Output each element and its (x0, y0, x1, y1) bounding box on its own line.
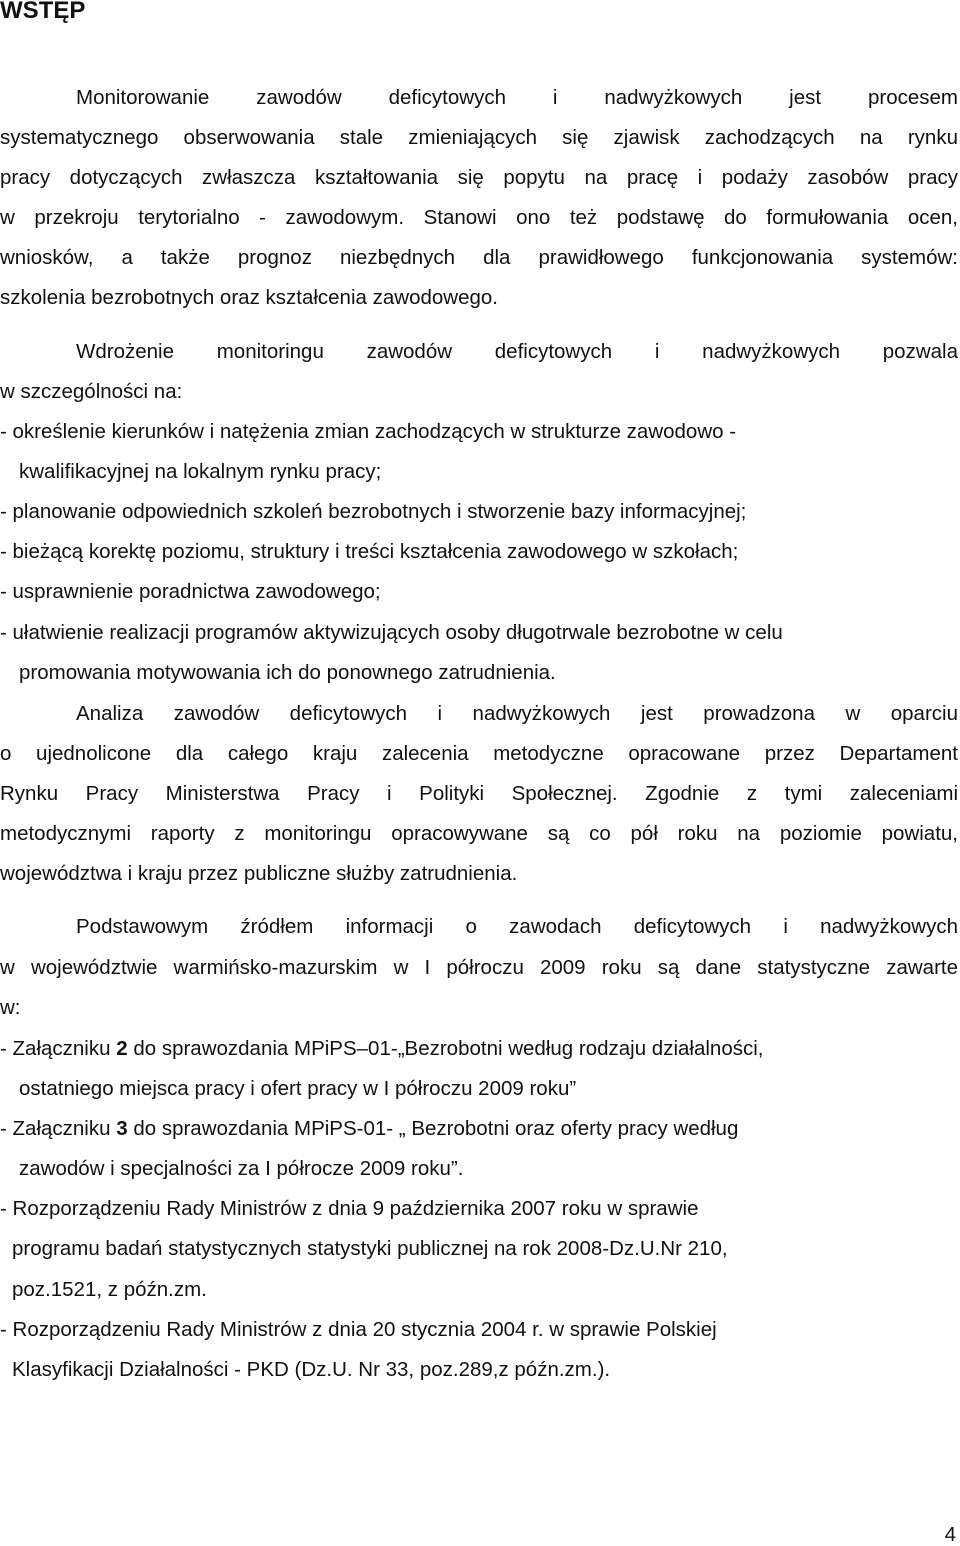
source-item-continuation: Klasyfikacji Działalności - PKD (Dz.U. Nr 33, poz.289,z późn.zm.). (12, 1358, 611, 1381)
paragraph3-line: o ujednolicone dla całego kraju zalecenia metodyczne opracowane przez Departament (0, 742, 958, 765)
list-item-continuation: promowania motywowania ich do ponownego zatrudnienia. (19, 661, 556, 684)
attachment-number: 2 (116, 1037, 128, 1060)
list-item-continuation: kwalifikacyjnej na lokalnym rynku pracy; (19, 460, 382, 483)
paragraph4-line: w województwie warmińsko-mazurskim w I półroczu 2009 roku są dane statystyczne zawarte (0, 956, 958, 979)
paragraph1-line: szkolenia bezrobotnych oraz kształcenia zawodowego. (0, 286, 498, 309)
attachment-number: 3 (116, 1117, 128, 1140)
list-item: - bieżącą korektę poziomu, struktury i treści kształcenia zawodowego w szkołach; (0, 540, 739, 563)
paragraph4-line: Podstawowym źródłem informacji o zawodach deficytowych i nadwyżkowych (76, 915, 958, 938)
section-heading: WSTĘP (0, 0, 86, 24)
paragraph3-line: województwa i kraju przez publiczne służby zatrudnienia. (0, 862, 518, 885)
source-item-text: do sprawozdania MPiPS–01-„Bezrobotni według rodzaju działalności, (127, 1037, 764, 1060)
list-item: - określenie kierunków i natężenia zmian zachodzących w strukturze zawodowo - (0, 420, 737, 443)
list-item: - usprawnienie poradnictwa zawodowego; (0, 580, 381, 603)
source-item-continuation: zawodów i specjalności za I półrocze 2009 roku”. (19, 1157, 464, 1180)
paragraph2-line: Wdrożenie monitoringu zawodów deficytowych i nadwyżkowych pozwala (76, 340, 958, 363)
list-item: - ułatwienie realizacji programów aktywizujących osoby długotrwale bezrobotne w celu (0, 621, 783, 644)
source-item-text: do sprawozdania MPiPS-01- „ Bezrobotni oraz oferty pracy według (127, 1117, 739, 1140)
source-item (0, 1116, 738, 1142)
paragraph1-line: systematycznego obserwowania stale zmieniających się zjawisk zachodzących na rynku (0, 126, 958, 149)
source-item-continuation: poz.1521, z późn.zm. (12, 1278, 207, 1301)
paragraph3-line: metodycznymi raporty z monitoringu opracowywane są co pół roku na poziomie powiatu, (0, 822, 958, 845)
paragraph1-line: pracy dotyczących zwłaszcza kształtowania się popytu na pracę i podaży zasobów pracy (0, 166, 958, 189)
source-item-continuation: ostatniego miejsca pracy i ofert pracy w I półroczu 2009 roku” (19, 1077, 577, 1100)
source-item-prefix: - Załączniku (0, 1117, 117, 1140)
paragraph1-line: w przekroju terytorialno - zawodowym. Stanowi ono też podstawę do formułowania ocen, (0, 206, 958, 229)
paragraph3-line: Rynku Pracy Ministerstwa Pracy i Polityki Społecznej. Zgodnie z tymi zaleceniami (0, 782, 958, 805)
page-number: 4 (944, 1523, 956, 1546)
paragraph1-line: wniosków, a także prognoz niezbędnych dla prawidłowego funkcjonowania systemów: (0, 246, 958, 269)
source-item: - Rozporządzeniu Rady Ministrów z dnia 20 stycznia 2004 r. w sprawie Polskiej (0, 1318, 717, 1341)
paragraph4-line: w: (0, 996, 21, 1019)
paragraph2-line: w szczególności na: (0, 380, 183, 403)
paragraph3-line: Analiza zawodów deficytowych i nadwyżkowych jest prowadzona w oparciu (76, 702, 958, 725)
source-item: - Rozporządzeniu Rady Ministrów z dnia 9 października 2007 roku w sprawie (0, 1197, 699, 1220)
list-item: - planowanie odpowiednich szkoleń bezrobotnych i stworzenie bazy informacyjnej; (0, 500, 747, 523)
source-item-continuation: programu badań statystycznych statystyki publicznej na rok 2008-Dz.U.Nr 210, (12, 1237, 728, 1260)
paragraph1-line: Monitorowanie zawodów deficytowych i nadwyżkowych jest procesem (76, 86, 958, 109)
source-item-prefix: - Załączniku (0, 1037, 117, 1060)
source-item (0, 1036, 763, 1062)
